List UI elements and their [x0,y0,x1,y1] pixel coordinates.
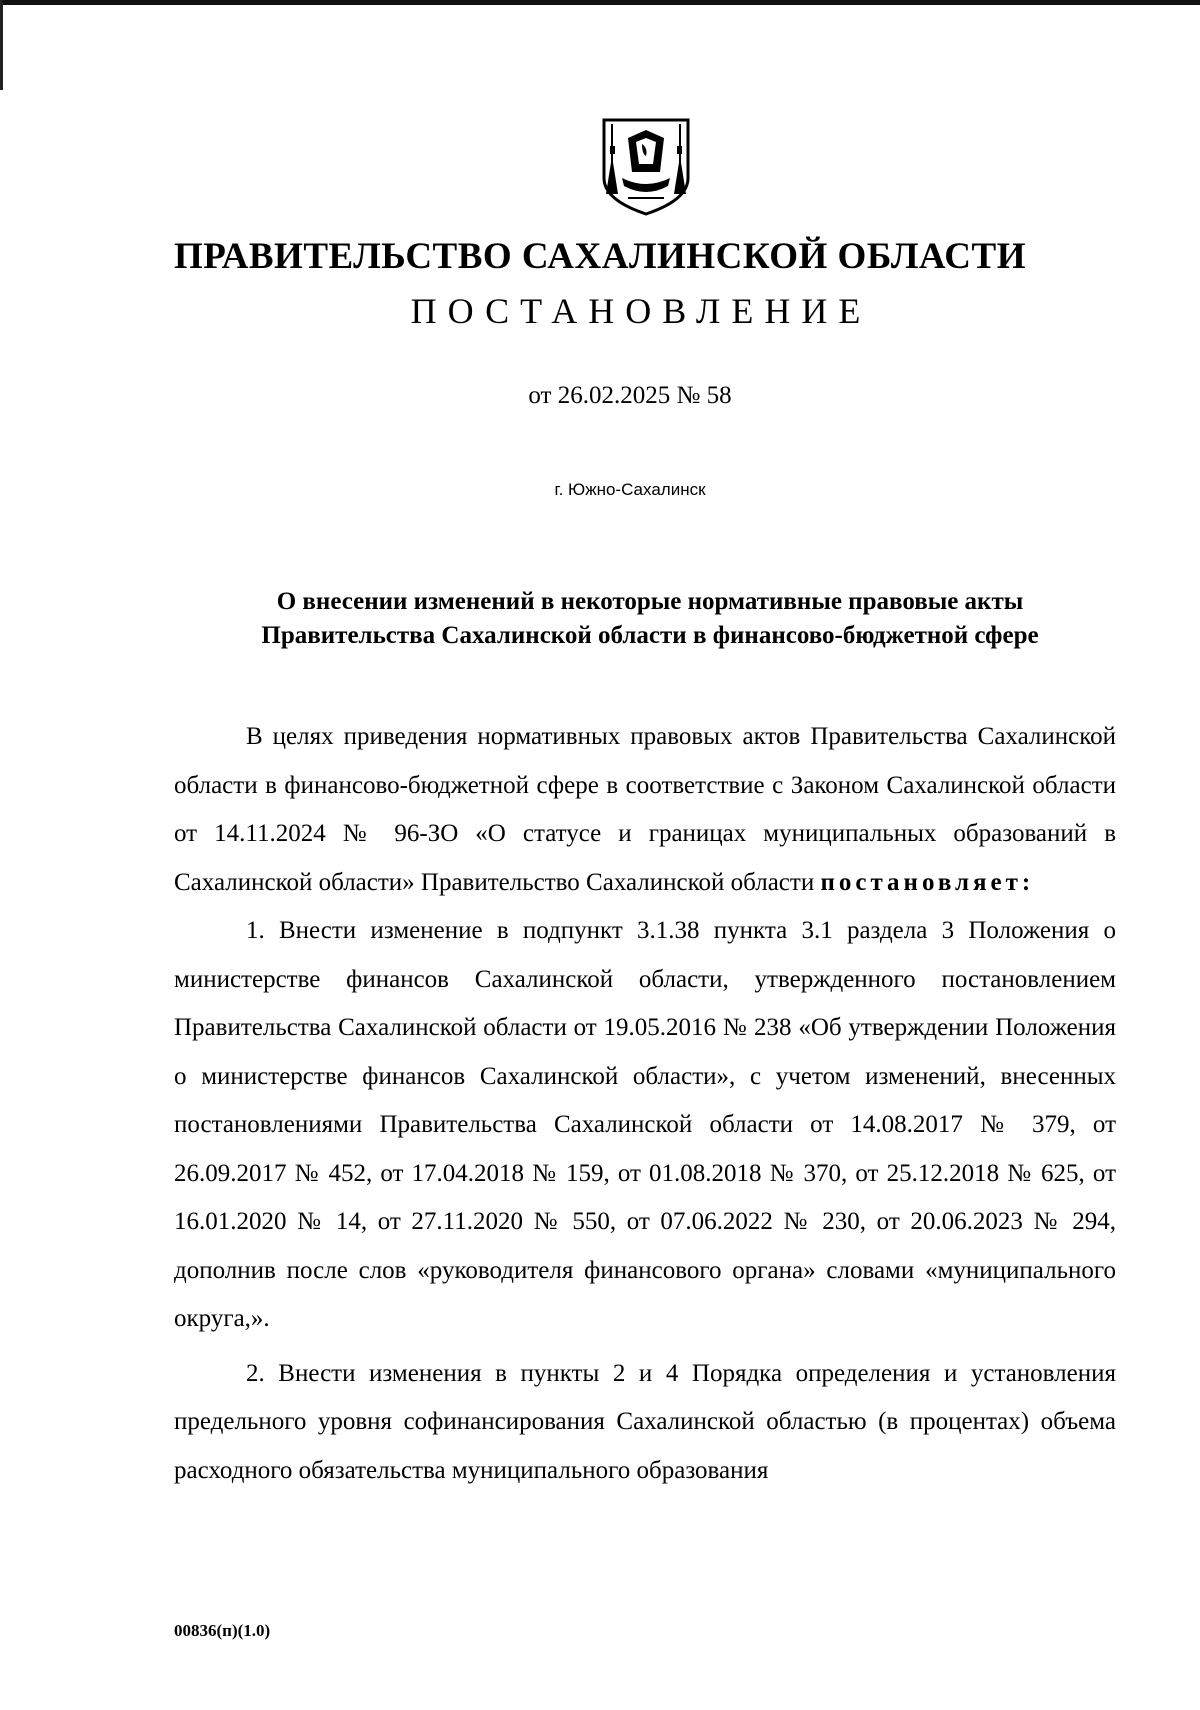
scan-left-edge [0,0,3,90]
sakhalin-coat-of-arms-icon [598,116,694,216]
item-2-paragraph: 2. Внести изменения в пункты 2 и 4 Порядка определения и установления предельного уровня софинансирования Сахалинской областью (в процентах) объема расходного обязательства муниципального образования [174,1359,1116,1484]
scan-top-edge [0,0,1200,5]
document-subject [175,585,1125,653]
subject-line-1: О внесении изменений в некоторые нормативные правовые акты [276,588,1024,615]
preamble-text: В целях приведения нормативных правовых актов Правительства Сахалинской области в финансово-бюджетной сфере в соответствие с Законом Сахалинской области от 14.11.2024 № 96-ЗО «О статусе и границах муниципальных образований в Сахалинской области» Правительство Сахалинской области [174,723,1116,896]
form-code: 00836(п)(1.0) [174,1621,271,1640]
document-place: г. Южно-Сахалинск [554,480,706,499]
document-date-number: от 26.02.2025 № 58 [528,382,732,409]
document-type: ПОСТАНОВЛЕНИЕ [410,291,872,331]
government-title: ПРАВИТЕЛЬСТВО САХАЛИНСКОЙ ОБЛАСТИ [174,236,1026,277]
item-1-paragraph: 1. Внести изменение в подпункт 3.1.38 пункта 3.1 раздела 3 Положения о министерстве финансов Сахалинской области, утвержденного постановлением Правительства Сахалинской области от 19.05.2016 № 238 «Об утверждении Положения о министерстве финансов Сахалинской области», с учетом изменений, внесенных постановлениями Правительства Сахалинской области от 14.08.2017 № 379, от 26.09.2017 № 452, от 17.04.2018 № 159, от 01.08.2018 № 370, от 25.12.2018 № 625, от 16.01.2020 № 14, от 27.11.2020 № 550, от 07.06.2022 № 230, от 20.06.2023 № 294, дополнив после слов «руководителя финансового органа» словами «муниципального округа,». [174,917,1116,1332]
subject-line-2: Правительства Сахалинской области в финансово-бюджетной сфере [261,622,1039,649]
resolves-word: постановляет: [820,868,1035,896]
preamble-paragraph [174,713,1116,907]
document-body [174,713,1116,1495]
